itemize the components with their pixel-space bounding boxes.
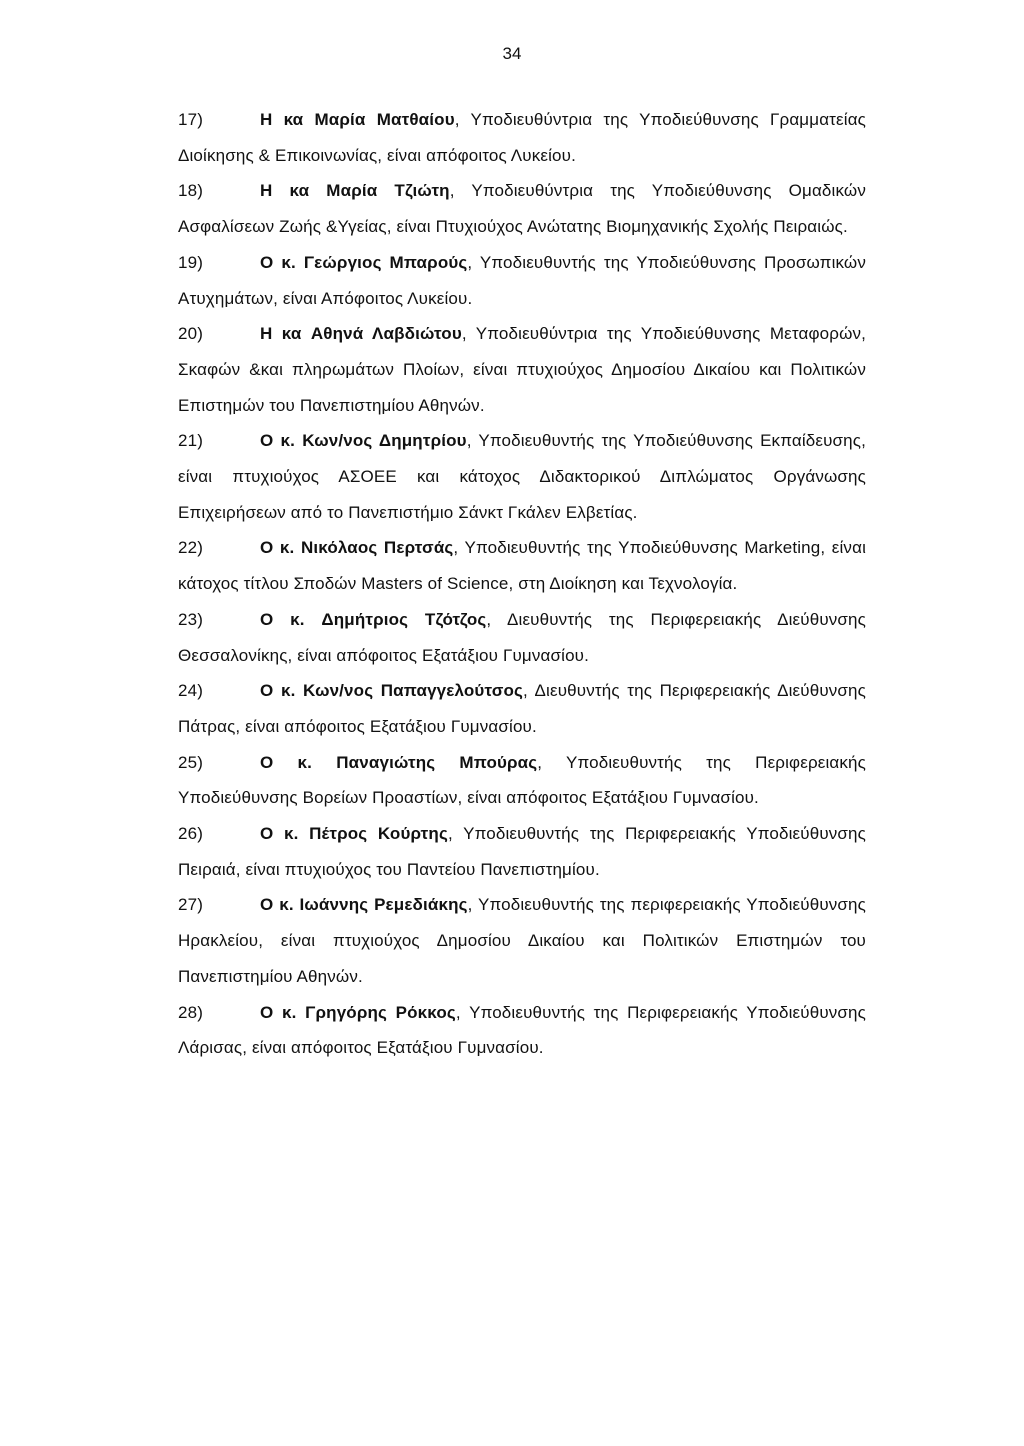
item-number: 22) bbox=[178, 538, 204, 558]
list-item bbox=[178, 995, 866, 1066]
item-title: Ο κ. bbox=[260, 431, 296, 451]
item-description: , Υποδιευθυντής της περιφερειακής Υποδιεύθυνσης Ηρακλείου, είναι πτυχιούχος Δημοσίου Δικαίου και Πολιτικών Επιστημών του Πανεπιστημίου Αθηνών. bbox=[178, 895, 867, 986]
item-name: Νικόλαος Περτσάς bbox=[300, 538, 454, 558]
item-number: 27) bbox=[178, 895, 204, 915]
item-name: Κων/νος Παπαγγελούτσος bbox=[303, 681, 524, 701]
item-number: 21) bbox=[178, 431, 204, 451]
list-item bbox=[178, 102, 866, 173]
item-number: 17) bbox=[178, 110, 204, 129]
item-description: , Διευθυντής της Περιφερειακής Διεύθυνσης Πάτρας, είναι απόφοιτος Εξατάξιου Γυμνασίου. bbox=[178, 681, 867, 736]
item-name: Αθηνά Λαβδιώτου bbox=[310, 324, 462, 344]
document-body bbox=[178, 102, 866, 1066]
item-name: Μαρία Τζιώτη bbox=[326, 181, 450, 201]
page-number: 34 bbox=[502, 44, 522, 63]
item-description: , Υποδιευθύντρια της Υποδιεύθυνσης Ομαδικών Ασφαλίσεων Ζωής &Υγείας, είναι Πτυχιούχος Ανώτατης Βιομηχανικής Σχολής Πειραιώς. bbox=[178, 181, 866, 237]
item-name: Ιωάννης Ρεμεδιάκης bbox=[299, 895, 468, 915]
item-description: , Υποδιευθύντρια της Υποδιεύθυνσης Μεταφορών, Σκαφών &και πληρωμάτων Πλοίων, είναι πτυχιούχος Δημοσίου Δικαίου και Πολιτικών Επιστημών του Πανεπιστημίου Αθηνών. bbox=[178, 324, 867, 415]
item-description: , Υποδιευθυντής της Υποδιεύθυνσης Marketing, είναι κάτοχος τίτλου Σποδών Masters of Science, στη Διοίκηση και Τεχνολογία. bbox=[178, 538, 866, 594]
list-item bbox=[178, 602, 866, 673]
item-title: Ο κ. bbox=[260, 681, 296, 701]
item-title: Ο κ. bbox=[260, 752, 313, 772]
item-number: 28) bbox=[178, 1002, 204, 1022]
item-number: 24) bbox=[178, 681, 204, 701]
list-item bbox=[178, 423, 866, 530]
item-title: Ο κ. bbox=[260, 895, 294, 915]
item-name: Δημήτριος Τζότζος bbox=[321, 609, 487, 629]
item-name: Γεώργιος Μπαρούς bbox=[303, 252, 468, 272]
item-title: Η κα bbox=[260, 110, 304, 129]
item-description: , Υποδιευθυντής της Υποδιεύθυνσης Εκπαίδευσης, είναι πτυχιούχος ΑΣΟΕΕ και κάτοχος Διδακτορικού Διπλώματος Οργάνωσης Επιχειρήσεων από το Πανεπιστήμιο Σάνκτ Γκάλεν Ελβετίας. bbox=[178, 431, 866, 522]
item-name: Κων/νος Δημητρίου bbox=[302, 431, 467, 451]
item-description: , Υποδιευθυντής της Περιφερειακής Υποδιεύθυνσης Βορείων Προαστίων, είναι απόφοιτος Εξατάξιου Γυμνασίου. bbox=[178, 752, 867, 808]
list-item bbox=[178, 887, 866, 994]
item-title: Ο κ. bbox=[260, 252, 296, 272]
list-item bbox=[178, 245, 866, 316]
item-title: Ο κ. bbox=[260, 538, 295, 558]
item-description: , Υποδιευθυντής της Περιφερειακής Υποδιεύθυνσης Πειραιά, είναι πτυχιούχος του Παντείου Πανεπιστημίου. bbox=[178, 824, 867, 879]
list-item bbox=[178, 673, 866, 744]
item-number: 20) bbox=[178, 324, 204, 344]
list-item bbox=[178, 816, 866, 887]
item-title: Η κα bbox=[260, 181, 310, 201]
item-title: Ο κ. bbox=[260, 609, 305, 629]
item-number: 23) bbox=[178, 609, 204, 629]
item-name: Γρηγόρης Ρόκκος bbox=[305, 1002, 456, 1022]
item-title: Ο κ. bbox=[260, 1002, 297, 1022]
item-description: , Υποδιευθυντής της Περιφερειακής Υποδιεύθυνσης Λάρισας, είναι απόφοιτος Εξατάξιου Γυμνασίου. bbox=[178, 1002, 867, 1058]
item-title: Ο κ. bbox=[260, 824, 299, 844]
item-number: 19) bbox=[178, 252, 204, 272]
list-item bbox=[178, 316, 866, 423]
item-number: 26) bbox=[178, 824, 204, 844]
item-number: 25) bbox=[178, 752, 204, 772]
list-item bbox=[178, 530, 866, 601]
item-number: 18) bbox=[178, 181, 204, 201]
item-title: Η κα bbox=[260, 324, 302, 344]
item-description: , Διευθυντής της Περιφερειακής Διεύθυνσης Θεσσαλονίκης, είναι απόφοιτος Εξατάξιου Γυμνασίου. bbox=[178, 609, 867, 665]
item-name: Μαρία Ματθαίου bbox=[314, 110, 455, 129]
item-name: Παναγιώτης Μπούρας bbox=[336, 752, 538, 772]
list-item bbox=[178, 173, 866, 244]
list-item bbox=[178, 745, 866, 816]
item-description: , Υποδιευθύντρια της Υποδιεύθυνσης Γραμματείας Διοίκησης & Επικοινωνίας, είναι απόφοιτος Λυκείου. bbox=[178, 110, 867, 165]
item-name: Πέτρος Κούρτης bbox=[309, 824, 448, 844]
item-description: , Υποδιευθυντής της Υποδιεύθυνσης Προσωπικών Ατυχημάτων, είναι Απόφοιτος Λυκείου. bbox=[178, 252, 867, 308]
